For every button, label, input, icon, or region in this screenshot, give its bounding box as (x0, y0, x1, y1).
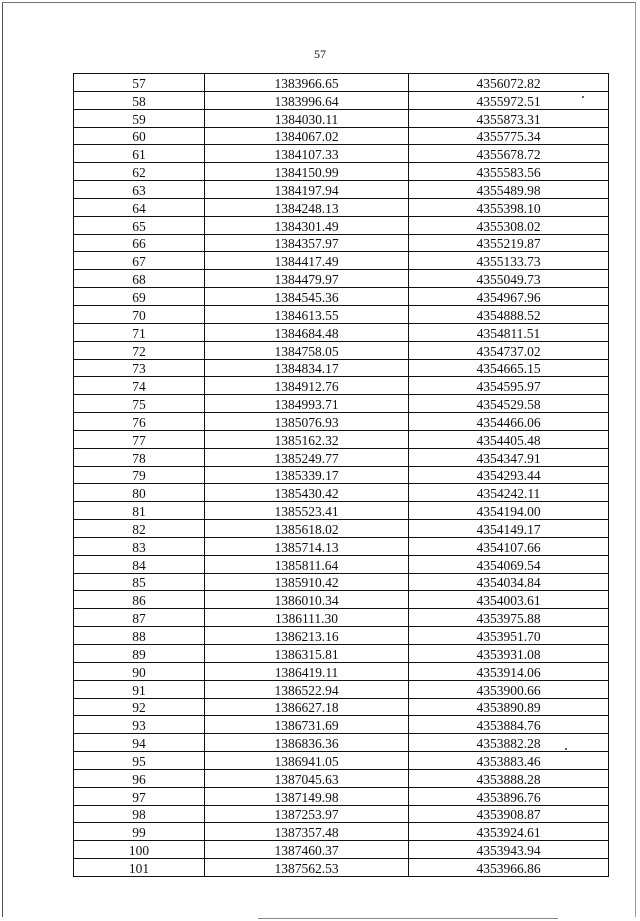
y-coordinate-cell: 4353890.89 (409, 698, 609, 716)
point-number-cell: 81 (74, 502, 205, 520)
x-coordinate-cell: 1384545.36 (205, 288, 409, 306)
table-row (74, 841, 609, 859)
point-number-cell: 65 (74, 216, 205, 234)
x-coordinate-cell: 1386731.69 (205, 716, 409, 734)
point-number-cell: 69 (74, 288, 205, 306)
table-row (74, 305, 609, 323)
point-number-cell: 63 (74, 181, 205, 199)
y-coordinate-cell: 4354888.52 (409, 305, 609, 323)
x-coordinate-cell: 1384197.94 (205, 181, 409, 199)
y-coordinate-cell: 4354595.97 (409, 377, 609, 395)
y-coordinate-cell: 4354069.54 (409, 555, 609, 573)
x-coordinate-cell: 1384684.48 (205, 323, 409, 341)
point-number-cell: 80 (74, 484, 205, 502)
table-row (74, 163, 609, 181)
x-coordinate-cell: 1385523.41 (205, 502, 409, 520)
table-row (74, 288, 609, 306)
x-coordinate-cell: 1385714.13 (205, 537, 409, 555)
y-coordinate-cell: 4353943.94 (409, 841, 609, 859)
y-coordinate-cell: 4355972.51 (409, 91, 609, 109)
table-row (74, 502, 609, 520)
table-row (74, 270, 609, 288)
table-row (74, 591, 609, 609)
y-coordinate-cell: 4354811.51 (409, 323, 609, 341)
x-coordinate-cell: 1387045.63 (205, 769, 409, 787)
point-number-cell: 59 (74, 109, 205, 127)
point-number-cell: 64 (74, 198, 205, 216)
y-coordinate-cell: 4354194.00 (409, 502, 609, 520)
x-coordinate-cell: 1387253.97 (205, 805, 409, 823)
y-coordinate-cell: 4356072.82 (409, 74, 609, 92)
table-row (74, 413, 609, 431)
y-coordinate-cell: 4355873.31 (409, 109, 609, 127)
y-coordinate-cell: 4354665.15 (409, 359, 609, 377)
y-coordinate-cell: 4354003.61 (409, 591, 609, 609)
table-row (74, 145, 609, 163)
point-number-cell: 58 (74, 91, 205, 109)
x-coordinate-cell: 1384030.11 (205, 109, 409, 127)
y-coordinate-cell: 4353908.87 (409, 805, 609, 823)
x-coordinate-cell: 1384479.97 (205, 270, 409, 288)
y-coordinate-cell: 4354107.66 (409, 537, 609, 555)
table-row (74, 555, 609, 573)
y-coordinate-cell: 4354293.44 (409, 466, 609, 484)
point-number-cell: 72 (74, 341, 205, 359)
point-number-cell: 67 (74, 252, 205, 270)
x-coordinate-cell: 1384613.55 (205, 305, 409, 323)
point-number-cell: 84 (74, 555, 205, 573)
table-row (74, 859, 609, 877)
scan-speck (582, 96, 584, 98)
table-row (74, 234, 609, 252)
table-row (74, 662, 609, 680)
point-number-cell: 83 (74, 537, 205, 555)
y-coordinate-cell: 4355398.10 (409, 198, 609, 216)
x-coordinate-cell: 1386419.11 (205, 662, 409, 680)
table-row (74, 698, 609, 716)
x-coordinate-cell: 1385910.42 (205, 573, 409, 591)
x-coordinate-cell: 1386010.34 (205, 591, 409, 609)
x-coordinate-cell: 1384067.02 (205, 127, 409, 145)
y-coordinate-cell: 4353951.70 (409, 627, 609, 645)
y-coordinate-cell: 4353924.61 (409, 823, 609, 841)
y-coordinate-cell: 4353966.86 (409, 859, 609, 877)
y-coordinate-cell: 4353883.46 (409, 752, 609, 770)
y-coordinate-cell: 4354466.06 (409, 413, 609, 431)
table-row (74, 627, 609, 645)
point-number-cell: 91 (74, 680, 205, 698)
y-coordinate-cell: 4354737.02 (409, 341, 609, 359)
y-coordinate-cell: 4355678.72 (409, 145, 609, 163)
table-row (74, 645, 609, 663)
table-row (74, 181, 609, 199)
x-coordinate-cell: 1385249.77 (205, 448, 409, 466)
table-row (74, 430, 609, 448)
x-coordinate-cell: 1384758.05 (205, 341, 409, 359)
point-number-cell: 86 (74, 591, 205, 609)
point-number-cell: 90 (74, 662, 205, 680)
point-number-cell: 73 (74, 359, 205, 377)
y-coordinate-cell: 4354529.58 (409, 395, 609, 413)
point-number-cell: 95 (74, 752, 205, 770)
y-coordinate-cell: 4355775.34 (409, 127, 609, 145)
x-coordinate-cell: 1384417.49 (205, 252, 409, 270)
point-number-cell: 93 (74, 716, 205, 734)
point-number-cell: 60 (74, 127, 205, 145)
table-row (74, 734, 609, 752)
x-coordinate-cell: 1387357.48 (205, 823, 409, 841)
y-coordinate-cell: 4353931.08 (409, 645, 609, 663)
point-number-cell: 76 (74, 413, 205, 431)
x-coordinate-cell: 1383966.65 (205, 74, 409, 92)
x-coordinate-cell: 1385618.02 (205, 520, 409, 538)
coordinate-table-body (74, 74, 609, 877)
point-number-cell: 89 (74, 645, 205, 663)
x-coordinate-cell: 1384912.76 (205, 377, 409, 395)
table-row (74, 787, 609, 805)
x-coordinate-cell: 1386522.94 (205, 680, 409, 698)
y-coordinate-cell: 4355308.02 (409, 216, 609, 234)
table-row (74, 769, 609, 787)
table-row (74, 609, 609, 627)
y-coordinate-cell: 4354242.11 (409, 484, 609, 502)
y-coordinate-cell: 4354149.17 (409, 520, 609, 538)
x-coordinate-cell: 1385339.17 (205, 466, 409, 484)
x-coordinate-cell: 1384357.97 (205, 234, 409, 252)
x-coordinate-cell: 1386941.05 (205, 752, 409, 770)
y-coordinate-cell: 4353975.88 (409, 609, 609, 627)
table-row (74, 448, 609, 466)
point-number-cell: 98 (74, 805, 205, 823)
table-row (74, 484, 609, 502)
point-number-cell: 57 (74, 74, 205, 92)
y-coordinate-cell: 4354967.96 (409, 288, 609, 306)
point-number-cell: 96 (74, 769, 205, 787)
table-row (74, 91, 609, 109)
point-number-cell: 70 (74, 305, 205, 323)
point-number-cell: 66 (74, 234, 205, 252)
y-coordinate-cell: 4355049.73 (409, 270, 609, 288)
point-number-cell: 92 (74, 698, 205, 716)
point-number-cell: 68 (74, 270, 205, 288)
x-coordinate-cell: 1384107.33 (205, 145, 409, 163)
x-coordinate-cell: 1385811.64 (205, 555, 409, 573)
point-number-cell: 71 (74, 323, 205, 341)
point-number-cell: 82 (74, 520, 205, 538)
table-row (74, 377, 609, 395)
y-coordinate-cell: 4354347.91 (409, 448, 609, 466)
point-number-cell: 100 (74, 841, 205, 859)
y-coordinate-cell: 4353884.76 (409, 716, 609, 734)
table-row (74, 716, 609, 734)
point-number-cell: 75 (74, 395, 205, 413)
x-coordinate-cell: 1386315.81 (205, 645, 409, 663)
coordinate-table (73, 73, 609, 877)
point-number-cell: 101 (74, 859, 205, 877)
x-coordinate-cell: 1384993.71 (205, 395, 409, 413)
table-row (74, 198, 609, 216)
table-row (74, 573, 609, 591)
table-row (74, 341, 609, 359)
point-number-cell: 62 (74, 163, 205, 181)
x-coordinate-cell: 1387149.98 (205, 787, 409, 805)
y-coordinate-cell: 4355133.73 (409, 252, 609, 270)
table-row (74, 823, 609, 841)
table-row (74, 805, 609, 823)
y-coordinate-cell: 4353896.76 (409, 787, 609, 805)
point-number-cell: 87 (74, 609, 205, 627)
table-row (74, 680, 609, 698)
y-coordinate-cell: 4353888.28 (409, 769, 609, 787)
y-coordinate-cell: 4355583.56 (409, 163, 609, 181)
x-coordinate-cell: 1386111.30 (205, 609, 409, 627)
y-coordinate-cell: 4353882.28 (409, 734, 609, 752)
table-row (74, 252, 609, 270)
x-coordinate-cell: 1385430.42 (205, 484, 409, 502)
y-coordinate-cell: 4354034.84 (409, 573, 609, 591)
x-coordinate-cell: 1384301.49 (205, 216, 409, 234)
table-row (74, 216, 609, 234)
point-number-cell: 78 (74, 448, 205, 466)
point-number-cell: 74 (74, 377, 205, 395)
point-number-cell: 97 (74, 787, 205, 805)
y-coordinate-cell: 4355219.87 (409, 234, 609, 252)
x-coordinate-cell: 1387460.37 (205, 841, 409, 859)
x-coordinate-cell: 1386836.36 (205, 734, 409, 752)
table-row (74, 537, 609, 555)
table-row (74, 323, 609, 341)
x-coordinate-cell: 1383996.64 (205, 91, 409, 109)
x-coordinate-cell: 1385162.32 (205, 430, 409, 448)
page-number: 57 (314, 47, 326, 61)
point-number-cell: 94 (74, 734, 205, 752)
table-row (74, 127, 609, 145)
x-coordinate-cell: 1385076.93 (205, 413, 409, 431)
point-number-cell: 77 (74, 430, 205, 448)
y-coordinate-cell: 4353900.66 (409, 680, 609, 698)
table-row (74, 395, 609, 413)
y-coordinate-cell: 4354405.48 (409, 430, 609, 448)
table-row (74, 520, 609, 538)
table-row (74, 466, 609, 484)
x-coordinate-cell: 1384834.17 (205, 359, 409, 377)
point-number-cell: 61 (74, 145, 205, 163)
table-row (74, 752, 609, 770)
x-coordinate-cell: 1384150.99 (205, 163, 409, 181)
point-number-cell: 99 (74, 823, 205, 841)
table-row (74, 74, 609, 92)
scan-edge-line (258, 918, 558, 919)
y-coordinate-cell: 4353914.06 (409, 662, 609, 680)
table-row (74, 109, 609, 127)
scan-speck (565, 748, 567, 750)
x-coordinate-cell: 1386627.18 (205, 698, 409, 716)
y-coordinate-cell: 4355489.98 (409, 181, 609, 199)
x-coordinate-cell: 1384248.13 (205, 198, 409, 216)
point-number-cell: 85 (74, 573, 205, 591)
table-row (74, 359, 609, 377)
x-coordinate-cell: 1387562.53 (205, 859, 409, 877)
point-number-cell: 79 (74, 466, 205, 484)
x-coordinate-cell: 1386213.16 (205, 627, 409, 645)
point-number-cell: 88 (74, 627, 205, 645)
